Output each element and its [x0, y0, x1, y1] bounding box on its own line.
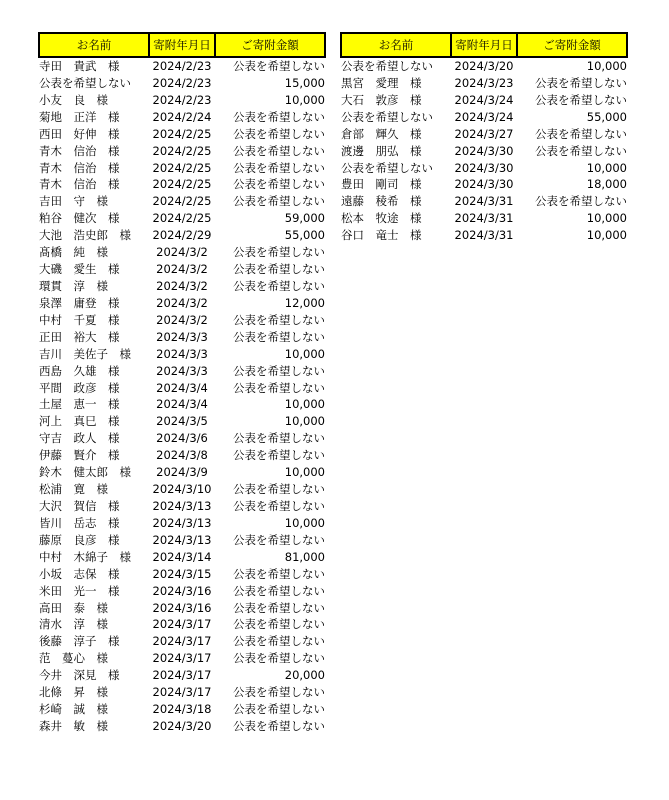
donor-name-cell: 吉川 美佐子 様 [39, 346, 131, 361]
donation-amount-cell: 15,000 [284, 75, 325, 90]
donation-date-cell: 2024/2/25 [152, 143, 212, 158]
donation-date-cell: 2024/3/17 [152, 634, 212, 649]
donation-amount-cell: 公表を希望しない [233, 431, 325, 446]
donation-date-cell: 2024/3/20 [152, 718, 212, 733]
table-row [39, 346, 325, 363]
donor-name-cell: 森井 敏 様 [39, 718, 108, 733]
donation-date-cell: 2024/3/3 [156, 363, 208, 378]
table-body-left [39, 57, 325, 735]
donation-amount-cell: 公表を希望しない [233, 634, 325, 649]
donation-amount-cell: 10,000 [284, 397, 325, 412]
donor-name-cell: 河上 真巳 様 [39, 414, 120, 429]
donation-amount-cell: 公表を希望しない [233, 329, 325, 344]
donation-amount-cell: 公表を希望しない [233, 685, 325, 700]
donation-date-cell: 2024/3/30 [454, 143, 514, 158]
table-row [39, 684, 325, 701]
donor-name-cell: 公表を希望しない [341, 59, 433, 73]
donor-name-cell: 小坂 志保 様 [39, 566, 120, 581]
donation-amount-cell: 公表を希望しない [233, 262, 325, 277]
donor-name-cell: 鈴木 健太郎 様 [39, 465, 131, 480]
table-row [39, 329, 325, 346]
donor-name-cell: 伊藤 賢介 様 [39, 448, 120, 463]
table-row [39, 160, 325, 177]
table-row [39, 583, 325, 600]
table-row [39, 210, 325, 227]
donation-amount-cell: 公表を希望しない [233, 617, 325, 632]
table-row [39, 261, 325, 278]
donation-date-cell: 2024/3/24 [454, 109, 514, 124]
table-row [39, 92, 325, 109]
donation-amount-cell: 55,000 [284, 228, 325, 243]
table-row [39, 566, 325, 583]
donation-date-cell: 2024/3/2 [156, 295, 208, 310]
donor-name-cell: 粕谷 健次 様 [39, 211, 120, 226]
table-row [39, 363, 325, 380]
donation-amount-cell: 公表を希望しない [233, 143, 325, 158]
header-amount: ご寄附金額 [215, 33, 325, 57]
header-row [39, 33, 325, 57]
table-row [39, 244, 325, 261]
donation-amount-cell: 10,000 [586, 160, 627, 175]
donation-amount-cell: 10,000 [284, 92, 325, 107]
donation-amount-cell: 公表を希望しない [535, 194, 627, 209]
table-row [39, 498, 325, 515]
donor-name-cell: 髙橋 純 様 [39, 245, 108, 260]
table-row [39, 464, 325, 481]
table-row [341, 57, 627, 75]
header-date: 寄附年月日 [149, 33, 215, 57]
donor-name-cell: 大沢 賀信 様 [39, 498, 120, 513]
donation-date-cell: 2024/3/16 [152, 600, 212, 615]
donor-name-cell: 藤原 良彦 様 [39, 532, 120, 547]
header-amount: ご寄附金額 [517, 33, 627, 57]
donation-date-cell: 2024/3/2 [156, 278, 208, 293]
table-row [39, 312, 325, 329]
donation-date-cell: 2024/3/14 [152, 549, 212, 564]
donation-date-cell: 2024/3/30 [454, 160, 514, 175]
table-row [39, 481, 325, 498]
donor-name-cell: 青木 信治 様 [39, 177, 120, 192]
donation-date-cell: 2024/2/23 [152, 59, 212, 73]
donation-amount-cell: 公表を希望しない [233, 245, 325, 260]
donor-name-cell: 後藤 淳子 様 [39, 634, 120, 649]
table-row [341, 92, 627, 109]
header-name: お名前 [39, 33, 149, 57]
donor-name-cell: 米田 光一 様 [39, 583, 120, 598]
donor-name-cell: 守吉 政人 様 [39, 431, 120, 446]
donation-date-cell: 2024/2/25 [152, 194, 212, 209]
donation-amount-cell: 59,000 [284, 211, 325, 226]
table-row [341, 126, 627, 143]
donor-name-cell: 平間 政彦 様 [39, 380, 120, 395]
donor-name-cell: 寺田 貴武 様 [39, 59, 120, 73]
donation-date-cell: 2024/2/24 [152, 109, 212, 124]
donor-name-cell: 青木 信治 様 [39, 143, 120, 158]
donation-table-right [340, 32, 628, 244]
donor-name-cell: 范 蔓心 様 [39, 651, 108, 666]
donation-date-cell: 2024/3/13 [152, 532, 212, 547]
donation-date-cell: 2024/3/9 [156, 465, 208, 480]
donation-amount-cell: 10,000 [586, 228, 627, 243]
donor-name-cell: 西島 久雄 様 [39, 363, 120, 378]
donor-name-cell: 高田 泰 様 [39, 600, 108, 615]
donation-date-cell: 2024/3/2 [156, 245, 208, 260]
donation-amount-cell: 公表を希望しない [233, 177, 325, 192]
table-row [341, 193, 627, 210]
table-row [39, 143, 325, 160]
donor-name-cell: 吉田 守 様 [39, 194, 108, 209]
donation-date-cell: 2024/3/27 [454, 126, 514, 141]
table-row [39, 380, 325, 397]
donation-date-cell: 2024/2/25 [152, 160, 212, 175]
donation-amount-cell: 公表を希望しない [233, 380, 325, 395]
table-row [39, 413, 325, 430]
donation-amount-cell: 公表を希望しない [233, 109, 325, 124]
donation-date-cell: 2024/3/23 [454, 75, 514, 90]
donation-date-cell: 2024/3/4 [156, 397, 208, 412]
table-row [39, 667, 325, 684]
donation-amount-cell: 10,000 [284, 515, 325, 530]
donation-amount-cell: 10,000 [586, 59, 627, 73]
table-row [39, 75, 325, 92]
donor-name-cell: 今井 深見 様 [39, 668, 120, 683]
donation-amount-cell: 公表を希望しない [233, 718, 325, 733]
table-row [39, 193, 325, 210]
donor-name-cell: 倉部 輝久 様 [341, 126, 422, 141]
donation-amount-cell: 10,000 [284, 414, 325, 429]
donation-date-cell: 2024/3/31 [454, 194, 514, 209]
donor-name-cell: 環貫 淳 様 [39, 278, 108, 293]
table-row [39, 227, 325, 244]
donor-name-cell: 公表を希望しない [341, 109, 433, 124]
donor-name-cell: 豊田 剛司 様 [341, 177, 422, 192]
donation-date-cell: 2024/2/29 [152, 228, 212, 243]
donation-amount-cell: 18,000 [586, 177, 627, 192]
donation-date-cell: 2024/3/8 [156, 448, 208, 463]
donor-name-cell: 正田 裕大 様 [39, 329, 120, 344]
donation-date-cell: 2024/3/3 [156, 346, 208, 361]
donation-amount-cell: 公表を希望しない [233, 448, 325, 463]
donor-name-cell: 黒宮 愛理 様 [341, 75, 422, 90]
donation-date-cell: 2024/2/25 [152, 211, 212, 226]
donor-name-cell: 中村 木綿子 様 [39, 549, 131, 564]
donation-amount-cell: 公表を希望しない [233, 498, 325, 513]
donor-name-cell: 渡邊 朋弘 様 [341, 143, 422, 158]
donation-date-cell: 2024/3/2 [156, 262, 208, 277]
header-row [341, 33, 627, 57]
table-row [39, 447, 325, 464]
table-row [39, 278, 325, 295]
donation-amount-cell: 12,000 [284, 295, 325, 310]
table-row [39, 633, 325, 650]
donor-name-cell: 大池 浩史郎 様 [39, 228, 131, 243]
donation-amount-cell: 公表を希望しない [233, 160, 325, 175]
donor-name-cell: 谷口 竜士 様 [341, 228, 422, 243]
donation-amount-cell: 公表を希望しない [233, 363, 325, 378]
donation-amount-cell: 公表を希望しない [233, 278, 325, 293]
donation-date-cell: 2024/2/23 [152, 92, 212, 107]
donor-name-cell: 松本 牧途 様 [341, 211, 422, 226]
donation-date-cell: 2024/3/3 [156, 329, 208, 344]
donation-amount-cell: 公表を希望しない [233, 532, 325, 547]
donation-date-cell: 2024/3/31 [454, 211, 514, 226]
donation-date-cell: 2024/2/25 [152, 177, 212, 192]
table-row [39, 126, 325, 143]
table-row [39, 396, 325, 413]
donation-date-cell: 2024/3/2 [156, 312, 208, 327]
donation-amount-cell: 公表を希望しない [233, 600, 325, 615]
donor-name-cell: 公表を希望しない [39, 75, 131, 90]
table-row [341, 210, 627, 227]
table-row [39, 600, 325, 617]
donation-amount-cell: 公表を希望しない [535, 92, 627, 107]
donation-date-cell: 2024/3/17 [152, 617, 212, 632]
donation-date-cell: 2024/3/6 [156, 431, 208, 446]
donation-amount-cell: 10,000 [586, 211, 627, 226]
donation-amount-cell: 公表を希望しない [233, 583, 325, 598]
donation-amount-cell: 公表を希望しない [233, 702, 325, 717]
donation-date-cell: 2024/3/20 [454, 59, 514, 73]
donor-name-cell: 清水 淳 様 [39, 617, 108, 632]
table-row [39, 718, 325, 735]
donor-name-cell: 大磯 愛生 様 [39, 262, 120, 277]
header-name: お名前 [341, 33, 451, 57]
donation-date-cell: 2024/3/18 [152, 702, 212, 717]
donation-amount-cell: 10,000 [284, 346, 325, 361]
donor-name-cell: 菊地 正洋 様 [39, 109, 120, 124]
donation-date-cell: 2024/3/17 [152, 685, 212, 700]
donation-amount-cell: 公表を希望しない [233, 59, 325, 73]
donation-date-cell: 2024/3/13 [152, 515, 212, 530]
donation-date-cell: 2024/3/5 [156, 414, 208, 429]
donor-name-cell: 杉崎 誠 様 [39, 702, 108, 717]
donation-amount-cell: 公表を希望しない [233, 651, 325, 666]
donation-amount-cell: 公表を希望しない [535, 126, 627, 141]
table-row [39, 616, 325, 633]
donation-amount-cell: 公表を希望しない [233, 312, 325, 327]
table-row [341, 160, 627, 177]
donation-amount-cell: 公表を希望しない [233, 482, 325, 497]
donation-date-cell: 2024/3/4 [156, 380, 208, 395]
donation-date-cell: 2024/3/17 [152, 651, 212, 666]
donor-name-cell: 公表を希望しない [341, 160, 433, 175]
donation-date-cell: 2024/3/17 [152, 668, 212, 683]
donor-name-cell: 泉澤 庸登 様 [39, 295, 120, 310]
table-row [39, 515, 325, 532]
donor-name-cell: 土屋 恵一 様 [39, 397, 120, 412]
donor-name-cell: 小友 良 様 [39, 92, 108, 107]
table-row [341, 75, 627, 92]
donor-name-cell: 青木 信治 様 [39, 160, 120, 175]
donor-name-cell: 遠藤 稜希 様 [341, 194, 422, 209]
donation-date-cell: 2024/2/23 [152, 75, 212, 90]
donor-name-cell: 西田 好伸 様 [39, 126, 120, 141]
donation-date-cell: 2024/3/24 [454, 92, 514, 107]
table-row [341, 109, 627, 126]
donor-name-cell: 松浦 寛 様 [39, 482, 108, 497]
donor-name-cell: 皆川 岳志 様 [39, 515, 120, 530]
donation-date-cell: 2024/3/13 [152, 498, 212, 513]
table-row [39, 532, 325, 549]
table-row [341, 143, 627, 160]
donation-date-cell: 2024/3/15 [152, 566, 212, 581]
table-row [39, 176, 325, 193]
donation-table-left [38, 32, 326, 735]
donor-name-cell: 大石 敦彦 様 [341, 92, 422, 107]
donor-name-cell: 北條 昇 様 [39, 685, 108, 700]
table-row [39, 109, 325, 126]
donation-date-cell: 2024/3/31 [454, 228, 514, 243]
donation-amount-cell: 20,000 [284, 668, 325, 683]
donation-amount-cell: 公表を希望しない [233, 126, 325, 141]
header-date: 寄附年月日 [451, 33, 517, 57]
donation-amount-cell: 公表を希望しない [535, 143, 627, 158]
table-body-right [341, 57, 627, 244]
table-row [39, 430, 325, 447]
table-row [39, 650, 325, 667]
donor-name-cell: 中村 千夏 様 [39, 312, 120, 327]
donation-amount-cell: 公表を希望しない [233, 194, 325, 209]
table-row [39, 549, 325, 566]
donation-amount-cell: 81,000 [284, 549, 325, 564]
donation-amount-cell: 公表を希望しない [535, 75, 627, 90]
donation-date-cell: 2024/2/25 [152, 126, 212, 141]
donation-date-cell: 2024/3/10 [152, 482, 212, 497]
table-row [39, 295, 325, 312]
table-row [341, 176, 627, 193]
donation-date-cell: 2024/3/16 [152, 583, 212, 598]
donation-amount-cell: 公表を希望しない [233, 566, 325, 581]
table-row [39, 701, 325, 718]
donation-amount-cell: 10,000 [284, 465, 325, 480]
table-row [39, 57, 325, 75]
donation-date-cell: 2024/3/30 [454, 177, 514, 192]
table-row [341, 227, 627, 244]
donation-amount-cell: 55,000 [586, 109, 627, 124]
